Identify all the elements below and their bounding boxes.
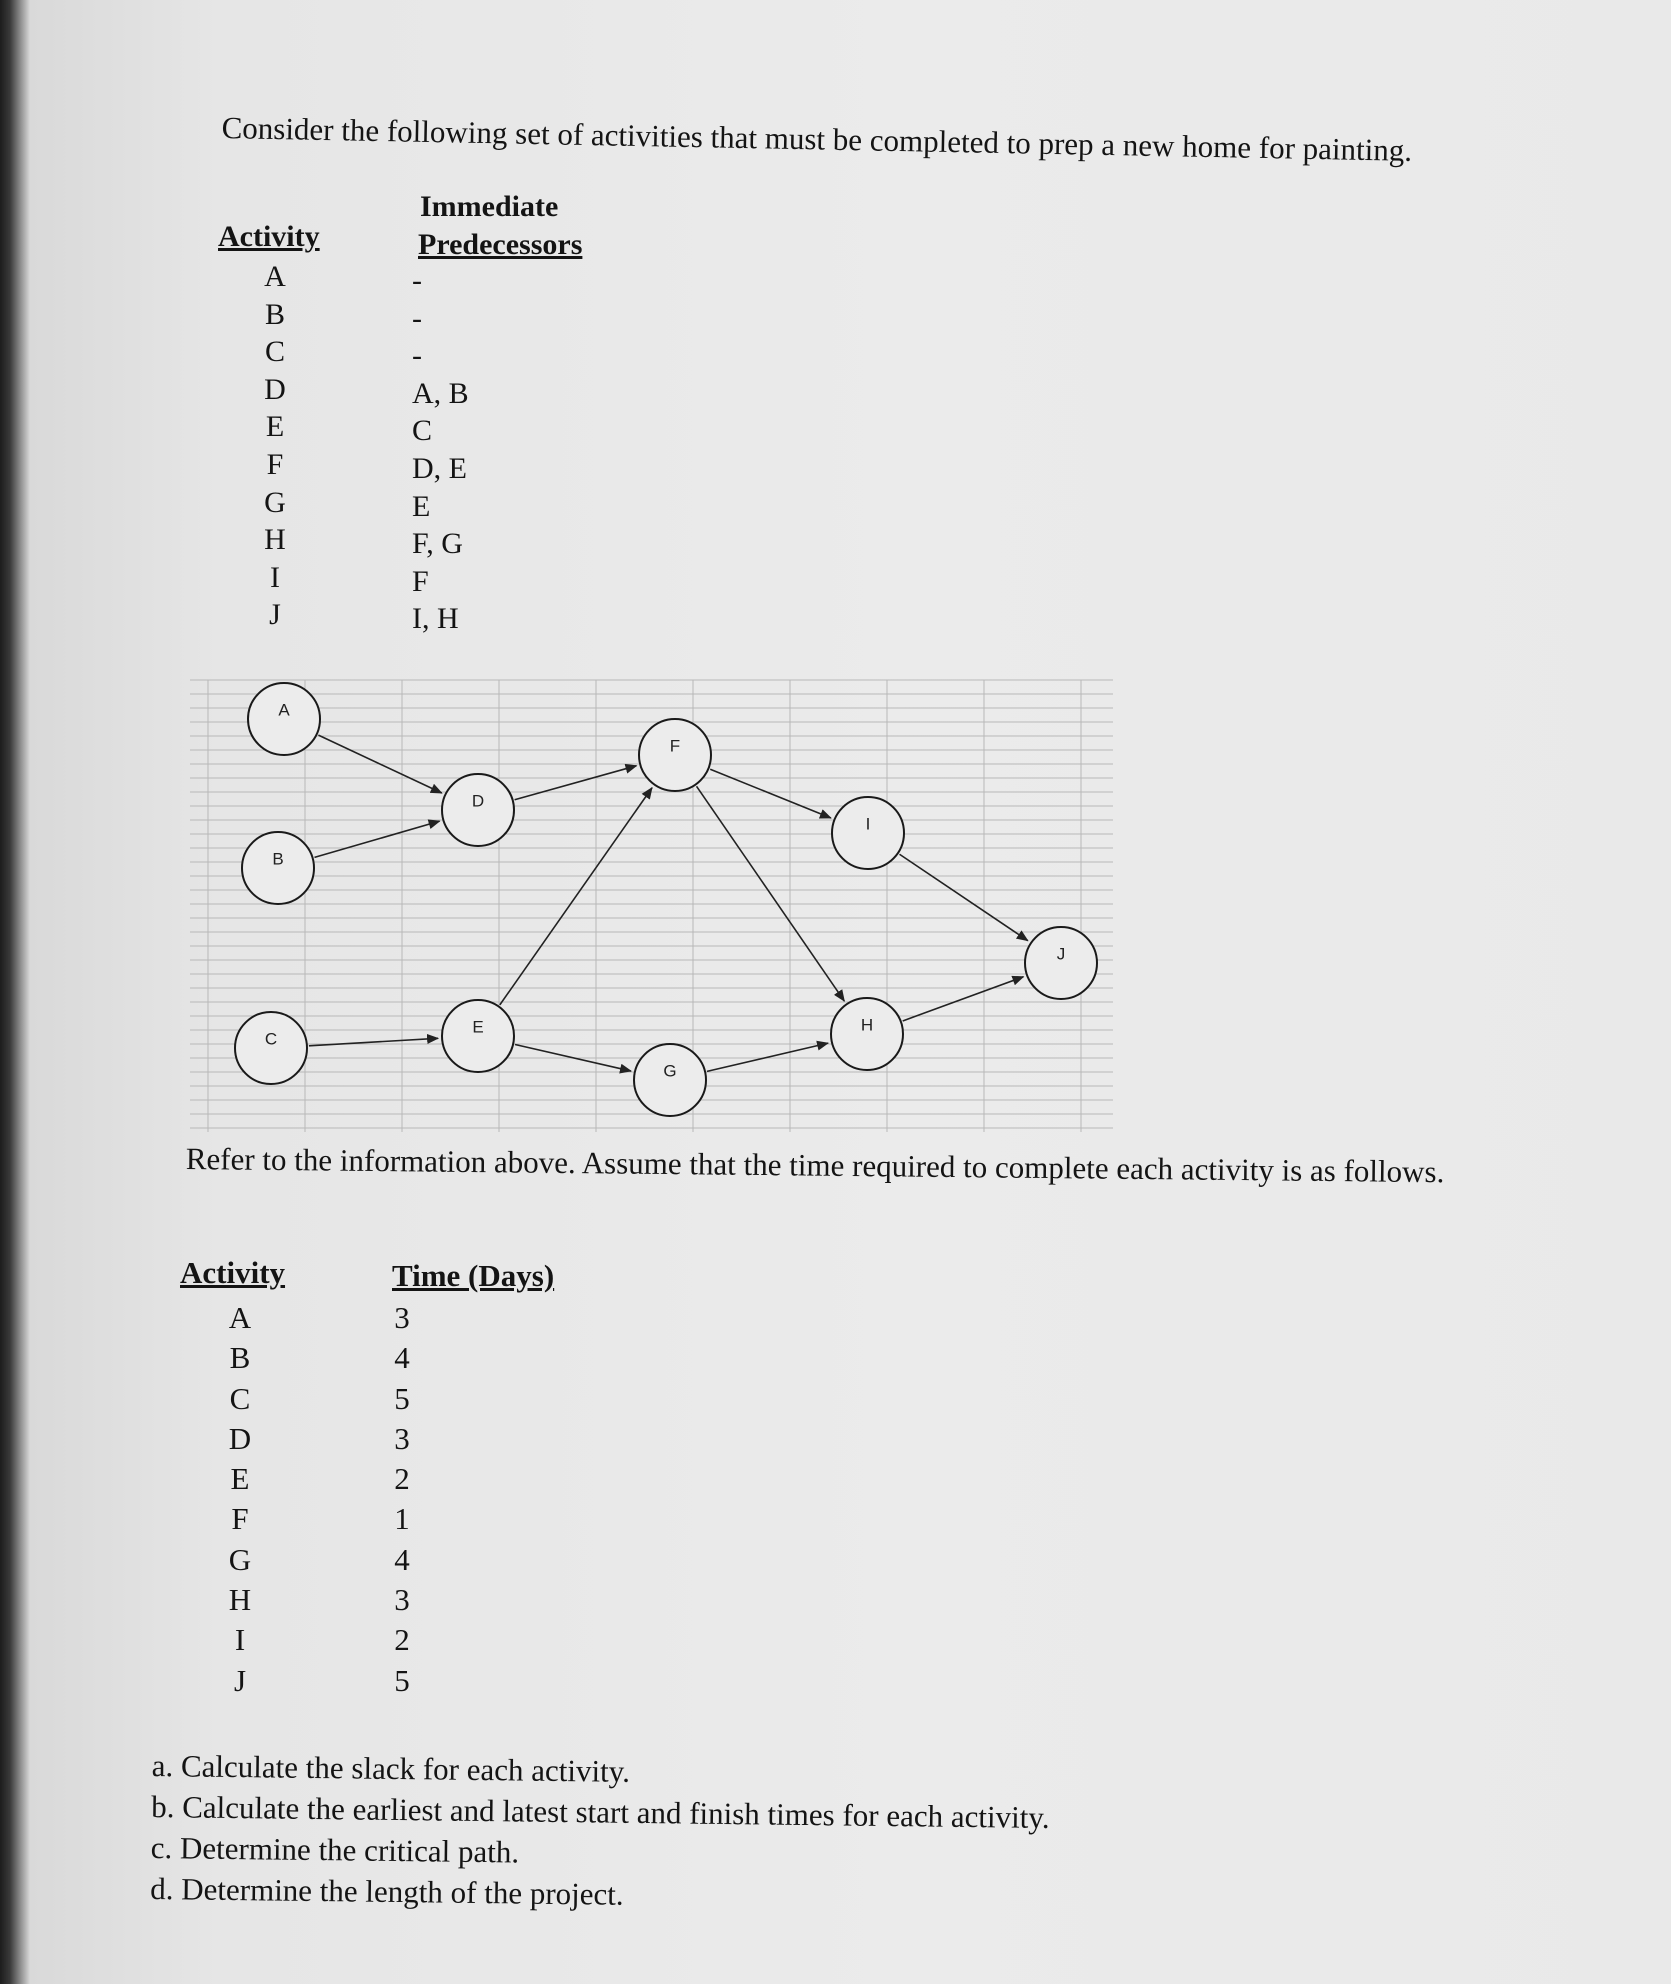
edge-i-j: [900, 854, 1028, 940]
edge-f-i: [710, 769, 831, 818]
table1-activity-cell: H: [264, 523, 286, 557]
node-label: J: [1056, 944, 1066, 964]
node-label: F: [669, 736, 681, 756]
table2-activity-cell: C: [229, 1380, 251, 1416]
table2-activity-cell: H: [228, 1582, 252, 1618]
node-g: [634, 1044, 706, 1116]
question-a: a. Calculate the slack for each activity.: [151, 1747, 631, 1789]
node-label: D: [471, 791, 485, 811]
table1-pred-cell: F: [412, 564, 429, 598]
node-e: [442, 1000, 514, 1072]
table1-pred-cell: E: [412, 489, 431, 523]
table2-activity-cell: A: [228, 1300, 252, 1335]
table2-activity-cell: G: [228, 1541, 252, 1577]
table1-activity-cell: I: [270, 560, 280, 594]
table2-time-column: [382, 1298, 422, 1701]
table1-pred-cell: -: [412, 264, 422, 297]
table1-activity-cell: J: [269, 598, 281, 632]
table2-time-cell: 3: [394, 1300, 410, 1335]
node-b: [242, 832, 314, 904]
table2-header-time: Time (Days): [392, 1258, 555, 1293]
node-label: C: [264, 1029, 278, 1049]
refer-text: Refer to the information above. Assume that the time required to complete each activity is as follows.: [185, 1141, 1445, 1190]
question-d: d. Determine the length of the project.: [150, 1870, 624, 1912]
table1-pred-cell: A, B: [412, 376, 469, 410]
table1-activity-cell: B: [264, 297, 285, 331]
node-label: A: [278, 700, 290, 720]
node-label: G: [663, 1061, 677, 1081]
node-d: [442, 774, 514, 846]
table1-pred-cell: -: [412, 339, 422, 373]
table2-activity-cell: E: [230, 1461, 250, 1497]
table2-time-cell: 2: [394, 1622, 410, 1658]
table2-time-cell: 4: [394, 1340, 410, 1376]
table2-time-cell: 3: [394, 1582, 410, 1618]
table2-activity-cell: J: [233, 1662, 247, 1698]
table1-activity-cell: A: [264, 260, 286, 293]
table2-time-cell: 3: [394, 1420, 410, 1456]
table1-pred-cell: F, G: [412, 527, 463, 561]
table1-activity-cell: C: [264, 335, 285, 369]
edge-h-j: [903, 977, 1024, 1021]
node-i: [832, 797, 904, 869]
node-label: I: [865, 814, 871, 834]
edge-b-d: [314, 821, 439, 857]
intro-text: Consider the following set of activities that must be completed to prep a new home for painting.: [221, 110, 1413, 168]
table1-pred-cell: -: [412, 301, 422, 335]
table1-pred-cell: D, E: [412, 451, 467, 485]
table2-activity-column: [205, 1298, 275, 1701]
table1-header-immediate: Immediate: [420, 190, 559, 223]
node-j: [1025, 927, 1097, 999]
table1-header-predecessors: Predecessors: [418, 228, 583, 261]
table1-activity-cell: E: [265, 410, 285, 444]
node-label: B: [272, 849, 284, 869]
table2-time-cell: 5: [394, 1662, 410, 1698]
node-a: [248, 683, 320, 755]
table2-time-cell: 1: [394, 1501, 410, 1537]
node-label: E: [472, 1017, 484, 1037]
edge-g-h: [707, 1043, 828, 1071]
node-f: [639, 719, 711, 791]
table1-activity-cell: D: [264, 372, 286, 406]
question-c: c. Determine the critical path.: [150, 1829, 520, 1870]
table2-activity-cell: F: [231, 1501, 249, 1537]
table2-header-activity: Activity: [180, 1255, 286, 1290]
edge-d-f: [515, 766, 637, 800]
table1-header-activity: Activity: [218, 220, 320, 253]
table1-pred-cell: C: [412, 414, 433, 448]
table2-time-cell: 4: [394, 1541, 410, 1577]
question-b: b. Calculate the earliest and latest start and finish times for each activity.: [151, 1788, 1050, 1835]
node-label: H: [860, 1015, 874, 1035]
question-list: [150, 1745, 1050, 1920]
table2-activity-cell: D: [228, 1420, 252, 1456]
table1-pred-cell: I, H: [412, 602, 459, 636]
node-h: [831, 998, 903, 1070]
node-c: [235, 1012, 307, 1084]
table2-time-cell: 2: [394, 1461, 410, 1497]
edge-f-h: [697, 786, 845, 1001]
table2-time-cell: 5: [394, 1380, 410, 1416]
table1-activity-cell: G: [264, 485, 286, 519]
table2-activity-cell: B: [229, 1340, 251, 1376]
table1-activity-cell: F: [266, 447, 284, 481]
table2-activity-cell: I: [234, 1622, 246, 1658]
edge-c-e: [309, 1038, 438, 1045]
